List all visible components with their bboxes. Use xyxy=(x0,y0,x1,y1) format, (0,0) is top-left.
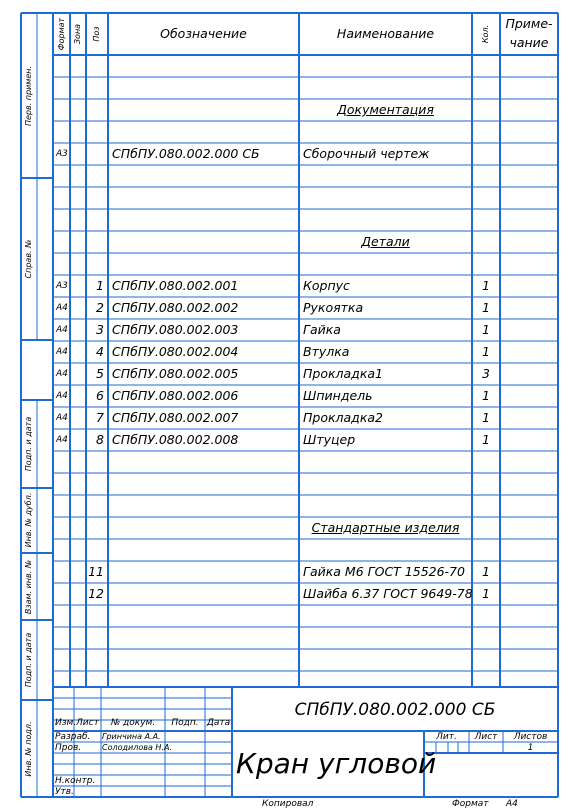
row-designation: СПбПУ.080.002.005 xyxy=(112,366,239,381)
row-format: А4 xyxy=(56,413,68,423)
row-position: 12 xyxy=(88,586,104,601)
row-format: А4 xyxy=(56,347,68,357)
tb-col-doc: № докум. xyxy=(110,718,156,728)
row-position: 8 xyxy=(96,432,104,447)
row-designation: СПбПУ.080.002.002 xyxy=(112,300,239,315)
tb-col-data: Дата xyxy=(206,718,231,728)
tb-col-list: Лист xyxy=(76,718,99,728)
row-designation: СПбПУ.080.002.006 xyxy=(112,388,239,403)
product-name: Кран угловой xyxy=(236,747,437,780)
strip-label-podp-data: Подп. и дата xyxy=(24,632,33,688)
row-format: А4 xyxy=(56,369,68,379)
header-note-line1: Приме- xyxy=(505,16,553,31)
row-format: А3 xyxy=(56,149,68,159)
tb-lit-label: Лит. xyxy=(436,732,457,742)
footer-format-value: А4 xyxy=(506,799,518,809)
tb-listov-value: 1 xyxy=(527,743,534,753)
row-position: 4 xyxy=(96,344,104,359)
row-format: А4 xyxy=(56,391,68,401)
footer-format-label: Формат xyxy=(452,799,489,809)
row-name: Сборочный чертеж xyxy=(303,146,430,161)
row-position: 11 xyxy=(88,564,104,579)
row-quantity: 1 xyxy=(482,410,490,425)
section-heading: Стандартные изделия xyxy=(311,520,460,535)
row-position: 3 xyxy=(96,322,104,337)
row-name: Рукоятка xyxy=(303,300,364,315)
strip-label-perv-primen: Перв. примен. xyxy=(24,65,33,127)
row-position: 7 xyxy=(96,410,104,425)
row-name: Гайка М6 ГОСТ 15526-70 xyxy=(303,564,465,579)
row-quantity: 1 xyxy=(482,564,490,579)
strip-label-inv-dubl: Инв. № дубл. xyxy=(24,492,33,548)
header-note-line2: чание xyxy=(509,35,549,50)
row-quantity: 1 xyxy=(482,344,490,359)
tb-prov-name: Солодилова Н.А. xyxy=(102,743,172,752)
header-format: Формат xyxy=(56,17,66,51)
row-position: 6 xyxy=(96,388,104,403)
header-designation: Обозначение xyxy=(160,26,247,41)
row-designation: СПбПУ.080.002.003 xyxy=(112,322,239,337)
row-format: А3 xyxy=(56,281,68,291)
row-designation: СПбПУ.080.002.000 СБ xyxy=(112,146,260,161)
row-quantity: 3 xyxy=(482,366,490,381)
row-quantity: 1 xyxy=(482,278,490,293)
row-quantity: 1 xyxy=(482,322,490,337)
row-position: 2 xyxy=(96,300,104,315)
tb-utv-label: Утв. xyxy=(55,787,74,797)
tb-razrab-name: Гринчина А.А. xyxy=(102,732,161,741)
row-format: А4 xyxy=(56,325,68,335)
tb-prov-label: Пров. xyxy=(55,743,82,753)
row-name: Прокладка1 xyxy=(303,366,383,381)
row-position: 1 xyxy=(96,278,104,293)
row-quantity: 1 xyxy=(482,388,490,403)
row-name: Шайба 6.37 ГОСТ 9649-78 xyxy=(303,586,473,601)
row-name: Прокладка2 xyxy=(303,410,383,425)
row-name: Втулка xyxy=(303,344,350,359)
section-heading: Детали xyxy=(361,234,410,249)
row-quantity: 1 xyxy=(482,432,490,447)
tb-col-izm: Изм. xyxy=(55,718,77,728)
row-name: Штуцер xyxy=(303,432,356,447)
header-pos: Поз xyxy=(92,26,101,42)
row-designation: СПбПУ.080.002.008 xyxy=(112,432,239,447)
row-position: 5 xyxy=(96,366,104,381)
tb-nkontr-label: Н.контр. xyxy=(55,776,96,786)
row-designation: СПбПУ.080.002.001 xyxy=(112,278,239,293)
row-quantity: 1 xyxy=(482,300,490,315)
strip-label-podp-data: Подп. и дата xyxy=(24,416,33,472)
row-designation: СПбПУ.080.002.007 xyxy=(112,410,239,425)
row-name: Корпус xyxy=(303,278,350,293)
row-name: Гайка xyxy=(303,322,341,337)
row-format: А4 xyxy=(56,303,68,313)
strip-label-inv-podl: Инв. № подл. xyxy=(24,721,33,777)
row-name: Шпиндель xyxy=(303,388,373,403)
header-qty: Кол. xyxy=(481,24,490,44)
section-heading: Документация xyxy=(337,102,434,117)
row-designation: СПбПУ.080.002.004 xyxy=(112,344,239,359)
strip-label-sprav-no: Справ. № xyxy=(24,239,33,279)
header-zone: Зона xyxy=(73,23,82,45)
tb-list-label: Лист xyxy=(474,732,498,742)
row-quantity: 1 xyxy=(482,586,490,601)
tb-col-podp: Подп. xyxy=(171,718,199,728)
title-block-designation: СПбПУ.080.002.000 СБ xyxy=(294,700,496,720)
tb-listov-label: Листов xyxy=(513,732,548,742)
strip-label-vzam-inv: Взам. инв. № xyxy=(24,559,33,615)
header-name: Наименование xyxy=(336,26,435,41)
tb-razrab-label: Разраб. xyxy=(55,732,91,742)
row-format: А4 xyxy=(56,435,68,445)
footer-copied: Копировал xyxy=(262,799,314,809)
